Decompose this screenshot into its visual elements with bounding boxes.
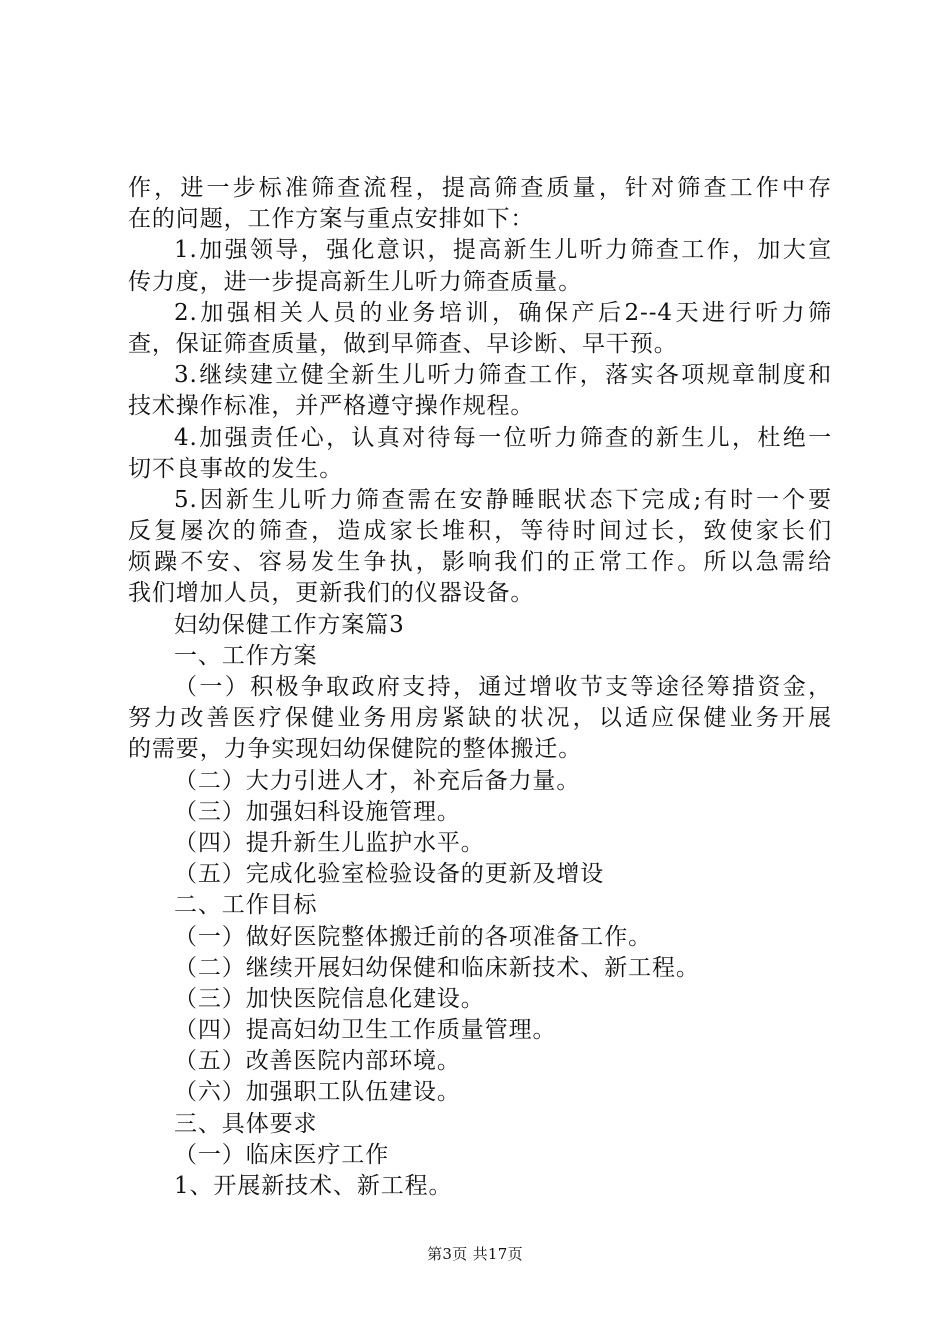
body-text: [128, 173, 832, 1202]
text-line: 1、开展新技术、新工程。: [174, 1173, 453, 1199]
text-line: （三）加快医院信息化建设。: [174, 985, 485, 1012]
text-line: 3.继续建立健全新生儿听力筛查工作，落实各项规章制度和: [174, 362, 832, 389]
text-line: 切不良事故的发生。: [128, 455, 344, 482]
text-line: （一）积极争取政府支持，通过增收节支等途径筹措资金，: [174, 674, 832, 700]
text-line: 2.加强相关人员的业务培训，确保产后2--4天进行听力筛: [174, 299, 832, 326]
text-line: 4.加强责任心，认真对待每一位听力筛查的新生儿，杜绝一: [174, 424, 832, 451]
text-line: （二）大力引进人才，补充后备力量。: [174, 767, 581, 794]
text-line: （五）改善医院内部环境。: [174, 1048, 461, 1075]
text-line: （一）做好医院整体搬迁前的各项准备工作。: [174, 923, 652, 950]
text-line: 传力度，进一步提高新生儿听力筛查质量。: [128, 268, 583, 295]
text-line: 查，保证筛查质量，做到早筛查、早诊断、早干预。: [128, 330, 678, 357]
text-line: 在的问题，工作方案与重点安排如下：: [128, 206, 535, 233]
text-line: 1.加强领导，强化意识，提高新生儿听力筛查工作，加大宣: [174, 237, 832, 264]
text-line: 作，进一步标准筛查流程，提高筛查质量，针对筛查工作中存: [128, 175, 832, 201]
text-line: （六）加强职工队伍建设。: [174, 1079, 461, 1106]
text-line: （四）提高妇幼卫生工作质量管理。: [174, 1017, 557, 1044]
text-line: 一、工作方案: [174, 642, 318, 669]
section-heading: 妇幼保健工作方案篇3: [174, 611, 405, 638]
text-line: 反复屡次的筛查，造成家长堆积，等待时间过长，致使家长们: [128, 518, 832, 545]
text-line: （四）提升新生儿监护水平。: [174, 829, 485, 856]
text-line: 5.因新生儿听力筛查需在安静睡眠状态下完成;有时一个要: [174, 486, 832, 513]
text-line: 二、工作目标: [174, 892, 318, 919]
page-number-footer: 第3页 共17页: [427, 1245, 523, 1263]
text-line: （五）完成化验室检验设备的更新及增设: [174, 861, 605, 888]
text-line: 的需要，力争实现妇幼保健院的整体搬迁。: [128, 736, 583, 763]
text-line: 技术操作标准，并严格遵守操作规程。: [128, 393, 535, 420]
text-line: （二）继续开展妇幼保健和临床新技术、新工程。: [174, 954, 700, 981]
text-line: （三）加强妇科设施管理。: [174, 798, 461, 825]
text-line: 烦躁不安、容易发生争执，影响我们的正常工作。所以急需给: [128, 549, 832, 576]
text-line: 努力改善医疗保健业务用房紧缺的状况，以适应保健业务开展: [128, 705, 832, 732]
text-line: 我们增加人员，更新我们的仪器设备。: [128, 580, 535, 607]
text-line: （一）临床医疗工作: [174, 1141, 390, 1168]
text-line: 三、具体要求: [174, 1110, 318, 1137]
